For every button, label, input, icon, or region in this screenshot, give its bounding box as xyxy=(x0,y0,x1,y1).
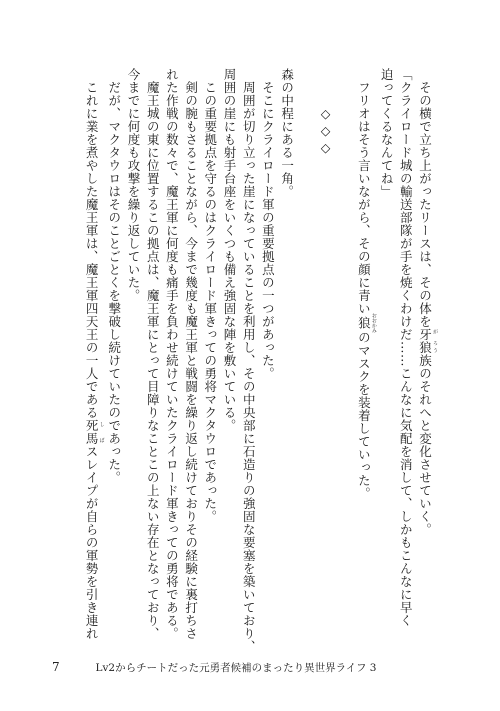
text-line: 今までに何度も攻撃を繰り返していた。 xyxy=(125,68,141,302)
running-title: Lv2からチートだった元勇者候補のまったり異世界ライフ 3 xyxy=(95,662,377,674)
text-line: その横で立ち上がったリースは、その体を牙狼 が ろう族のそれへと変化させていく。 xyxy=(417,80,438,536)
text-line: 周囲の崖にも射手台座をいくつも備え強固な陣を敷いている。 xyxy=(222,68,237,432)
page-footer xyxy=(52,660,376,680)
text-line: これに業を煮やした魔王軍は、魔王軍四天王の一人である死馬 し ばスレイプが自らの軍勢を引き連れ xyxy=(84,80,105,640)
text-line: フリオはそう言いながら、その顔に青い狼 おおかみのマスクを装着していった。 xyxy=(356,80,377,500)
blank-line xyxy=(297,68,316,69)
scene-break-mark: ◇◇◇ xyxy=(318,106,333,157)
text-line: この重要拠点を守るのはクライロード軍きっての勇将マクタウロであった。 xyxy=(202,80,218,523)
text-line: だが、マクタウロはそのことごとくを撃破し続けていたのであった。 xyxy=(106,80,122,484)
text-line: 森の中程にある一角。 xyxy=(279,68,295,198)
blank-line xyxy=(335,68,354,69)
page-number: 7 xyxy=(52,660,60,674)
text-line: そこにクライロード軍の重要拠点の一つがあった。 xyxy=(260,80,276,380)
text-line: 周囲が切り立った崖になっていることを利用し、その中央部に石造りの強固な要塞を築いており、 xyxy=(241,80,257,653)
text-line: 魔王城の東に位置するこの拠点は、魔王軍にとって目障りなことこの上ない存在となっており、 xyxy=(145,80,161,640)
text-line: 剣の腕もさることながら、今まで幾度も魔王軍と戦闘を繰り返し続けておりその経験に裏打ちさ xyxy=(183,80,199,640)
text-line: 迫ってくるなんてね」 xyxy=(379,68,395,198)
text-line: 「クライロード城の輸送部隊が手を焼くわけだ……こんなに気配を消して、しかもこんなに早く xyxy=(398,68,414,627)
text-line: れた作戦の数々で、魔王軍に何度も痛手を負わせ続けていたクライロード軍きっての勇将である。 xyxy=(164,68,180,640)
vertical-text-body xyxy=(58,68,438,654)
